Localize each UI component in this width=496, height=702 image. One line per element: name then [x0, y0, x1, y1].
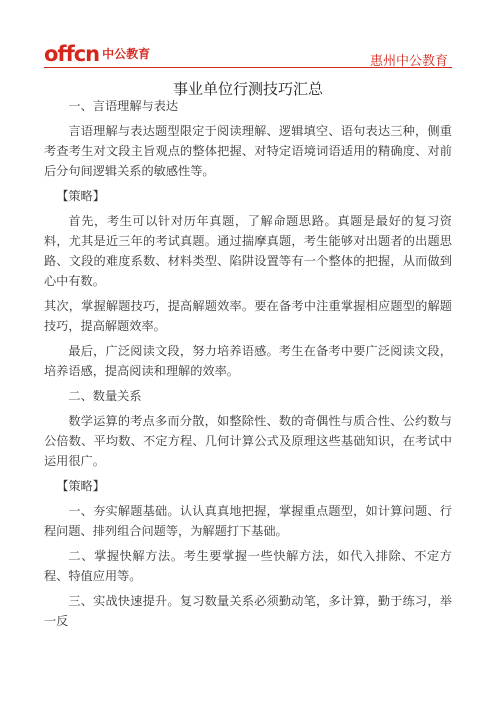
paragraph: 最后，广泛阅读文段，努力培养语感。考生在备考中要广泛阅读文段，培养语感，提高阅读和理解的效率。 [44, 344, 452, 378]
logo-chinese-name: 中公教育 [102, 47, 151, 61]
strategy-label: 【策略】 [56, 479, 105, 493]
section-heading: 一、言语理解与表达 [68, 99, 179, 113]
page-header [0, 0, 496, 70]
document-body [44, 96, 452, 636]
paragraph: 首先，考生可以针对历年真题，了解命题思路。真题是最好的复习资料，尤其是近三年的考试真题。通过揣摩真题，考生能够对出题者的出题思路、文段的难度系数、材料类型、陷阱设置等有一个整体的把握，从而做到心中有数。 [44, 214, 452, 288]
paragraph: 二、掌握快解方法。考生要掌握一些快解方法，如代入排除、不定方程、特值应用等。 [44, 549, 452, 583]
offcn-logo [44, 44, 150, 64]
paragraph: 一、夯实解题基础。认认真真地把握，掌握重点题型，如计算问题、行程问题、排列组合问题等，为解题打下基础。 [44, 504, 452, 538]
paragraph: 数学运算的考点多而分散，如整除性、数的奇偶性与质合性、公约数与公倍数、平均数、不定方程、几何计算公式及原理这些基础知识，在考试中运用很广。 [44, 414, 452, 468]
paragraph: 言语理解与表达题型限定于阅读理解、逻辑填空、语句表达三种，侧重考查考生对文段主旨观点的整体把握、对特定语境词语适用的精确度、对前后分句间逻辑关系的敏感性等。 [44, 124, 452, 178]
document-title: 事业单位行测技巧汇总 [172, 80, 323, 98]
branch-name: 惠州中公教育 [369, 54, 448, 69]
strategy-label: 【策略】 [56, 189, 105, 203]
logo-text: offcn [44, 42, 100, 66]
paragraph: 其次，掌握解题技巧，提高解题效率。要在备考中注重掌握相应题型的解题技巧，提高解题效率。 [44, 299, 452, 333]
section-heading: 二、数量关系 [68, 389, 142, 403]
paragraph: 三、实战快速提升。复习数量关系必须勤动笔，多计算，勤于练习，举一反 [44, 594, 452, 628]
header-divider [44, 67, 452, 68]
